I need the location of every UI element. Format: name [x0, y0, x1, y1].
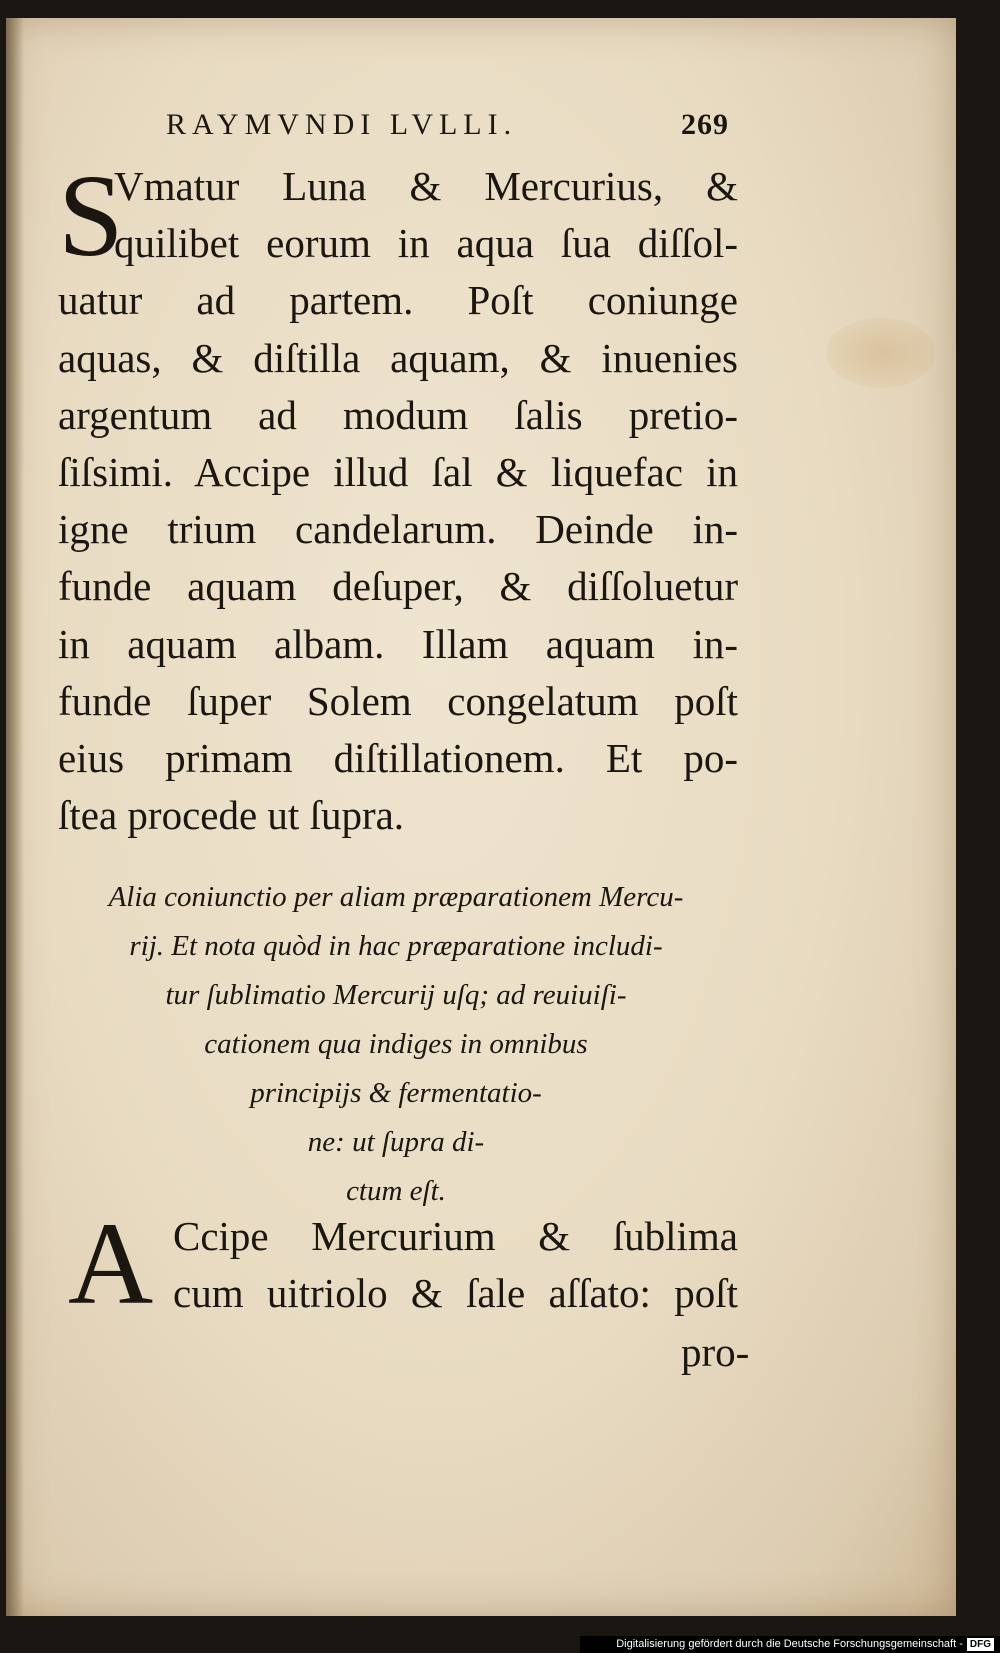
heading-line: rij. Et nota quòd in hac præparatione includi-	[129, 930, 663, 962]
digitization-credit-bar	[580, 1636, 1000, 1653]
text-line: cum uitriolo & ſale aſſato: poſt	[173, 1270, 738, 1316]
drop-cap-initial: A	[68, 1198, 154, 1329]
heading-line: Alia coniunctio per aliam præparationem Mercu-	[108, 881, 684, 913]
text-line: Ccipe Mercurium & ſublima	[173, 1213, 738, 1259]
running-head	[166, 108, 766, 158]
second-paragraph	[68, 1198, 738, 1329]
text-line: ſtea procede ut ſupra.	[58, 792, 405, 839]
catchword: pro-	[681, 1329, 750, 1375]
dfg-logo: DFG	[967, 1638, 994, 1651]
text-line: in aquam albam. Illam aquam in-	[58, 620, 738, 667]
page-number: 269	[681, 108, 729, 141]
heading-line: cationem qua indiges in omnibus	[204, 1028, 588, 1060]
text-line: funde aquam deſuper, & diſſoluetur	[58, 563, 738, 610]
heading-line: principijs & fermentatio-	[250, 1077, 542, 1109]
text-line: argentum ad modum ſalis pretio-	[58, 391, 738, 438]
text-line-content: Vmatur Luna & Mercurius, &	[114, 163, 738, 209]
page-gutter-shadow	[6, 18, 24, 1616]
running-title: RAYMVNDI LVLLI.	[166, 108, 518, 141]
text-line: uatur ad partem. Poſt coniunge	[58, 277, 738, 324]
book-page	[6, 18, 956, 1616]
text-line: aquas, & diſtilla aquam, & inuenies	[58, 334, 738, 381]
section-heading-italic	[56, 873, 736, 1216]
heading-line: tur ſublimatio Mercurij uſq; ad reuiuiſi-	[165, 979, 627, 1011]
text-line: eius primam diſtillationem. Et po-	[58, 734, 738, 781]
text-line: igne trium candelarum. Deinde in-	[58, 506, 738, 553]
paper-stain	[826, 318, 936, 388]
drop-cap-initial: S	[58, 150, 124, 281]
heading-line: ctum eſt.	[346, 1175, 446, 1207]
text-line: ſiſsimi. Accipe illud ſal & liquefac in	[58, 448, 738, 495]
credit-text: Digitalisierung gefördert durch die Deutsche Forschungsgemeinschaft -	[616, 1638, 963, 1650]
text-line: quilibet eorum in aqua ſua diſſol-	[114, 220, 738, 267]
main-paragraph	[58, 150, 738, 844]
text-line: funde ſuper Solem congelatum poſt	[58, 677, 738, 724]
heading-line: ne: ut ſupra di-	[307, 1126, 485, 1158]
